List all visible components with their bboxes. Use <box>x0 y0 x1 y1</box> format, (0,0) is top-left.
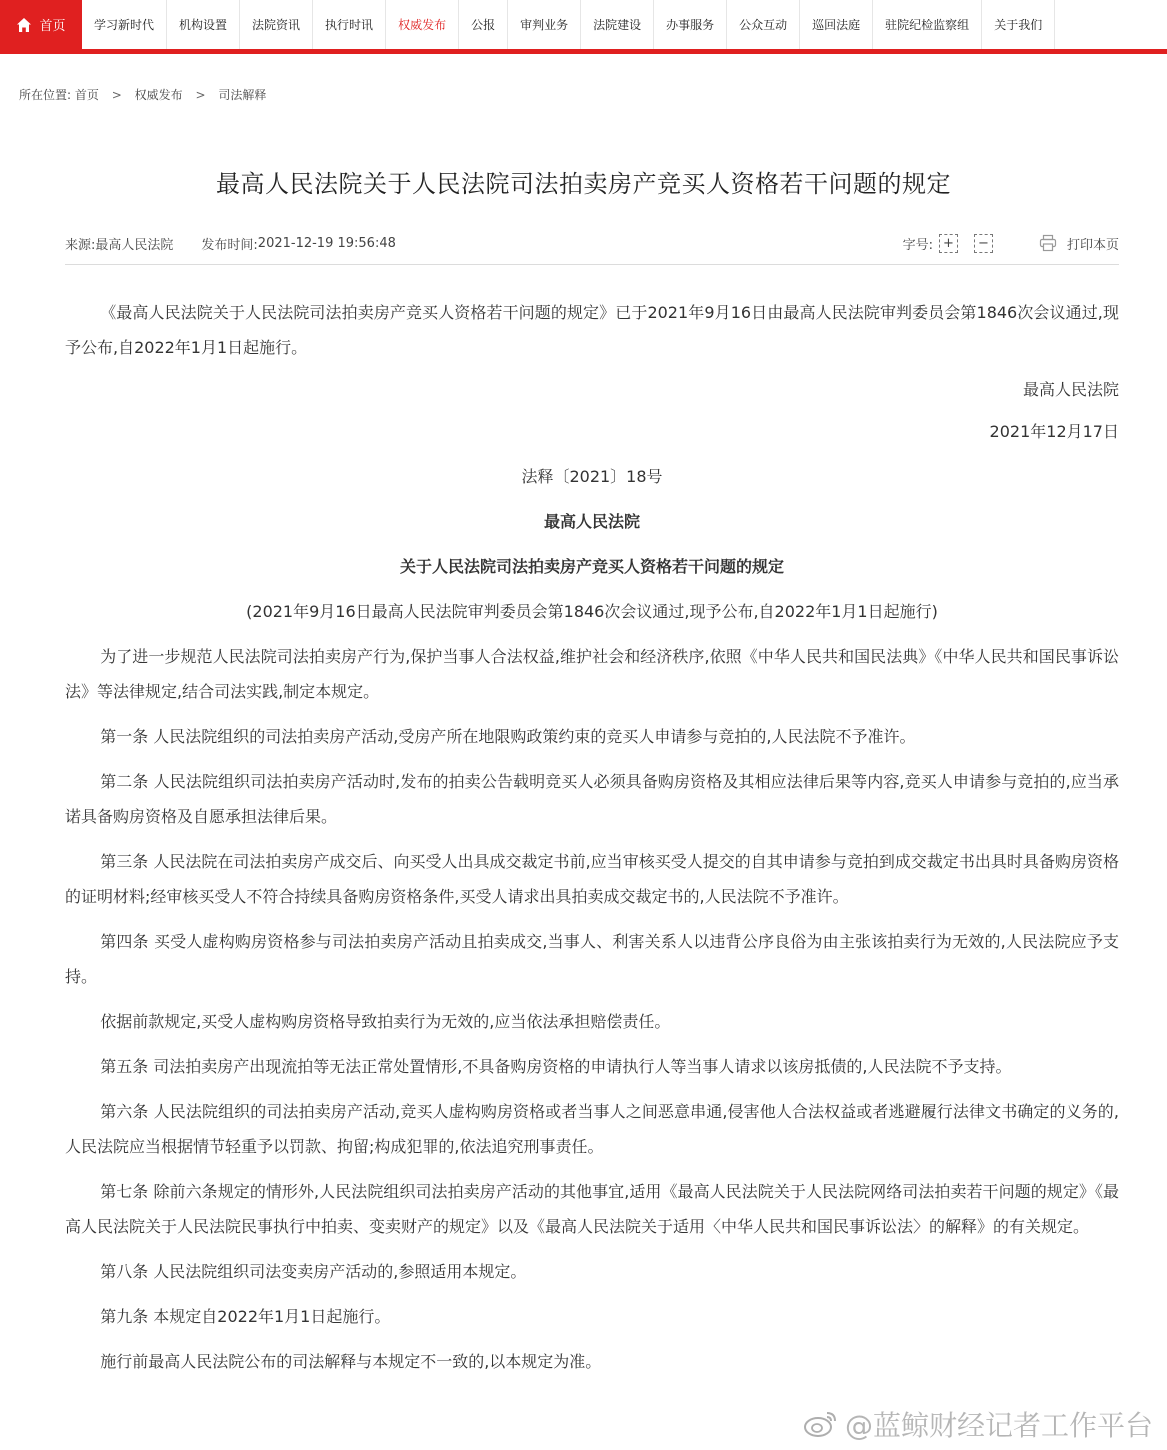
sign-date: 2021年12月17日 <box>989 422 1119 441</box>
nav-item[interactable]: 公众互动 <box>727 0 800 49</box>
issuing-court: 最高人民法院 <box>543 512 640 531</box>
source-label: 来源: <box>65 237 96 253</box>
nav-item[interactable]: 法院资讯 <box>240 0 313 49</box>
article-tools <box>903 234 1119 253</box>
regulation-title: 关于人民法院司法拍卖房产竞买人资格若干问题的规定 <box>399 557 784 576</box>
divider <box>65 264 1119 265</box>
nav-menu <box>0 0 1167 49</box>
top-nav <box>0 0 1167 52</box>
article-meta <box>65 232 1119 254</box>
watermark <box>803 1404 1153 1444</box>
intro-paragraph: 《最高人民法院关于人民法院司法拍卖房产竞买人资格若干问题的规定》已于2021年9月16日由最高人民法院审判委员会第1846次会议通过,现予公布,自2022年1月1日起施行。 <box>65 303 1119 357</box>
print-button[interactable] <box>1039 234 1119 253</box>
page-title: 最高人民法院关于人民法院司法拍卖房产竞买人资格若干问题的规定 <box>216 170 951 198</box>
font-decrease-button[interactable]: − <box>974 234 993 253</box>
article-paragraph: 第八条 人民法院组织司法变卖房产活动的,参照适用本规定。 <box>100 1262 527 1281</box>
article-paragraph: 第一条 人民法院组织的司法拍卖房产活动,受房产所在地限购政策约束的竞买人申请参与竞拍的,人民法院不予准许。 <box>100 727 916 746</box>
article-paragraph: 依据前款规定,买受人虚构购房资格导致拍卖行为无效的,应当依法承担赔偿责任。 <box>100 1012 671 1031</box>
nav-accent-bar <box>0 49 1167 54</box>
article-paragraphs <box>65 639 1119 1379</box>
adoption-note: (2021年9月16日最高人民法院审判委员会第1846次会议通过,现予公布,自2022年1月1日起施行) <box>246 602 938 621</box>
breadcrumb-prefix: 所在位置: <box>19 88 72 102</box>
breadcrumb <box>19 86 266 103</box>
nav-item[interactable]: 机构设置 <box>167 0 240 49</box>
nav-item[interactable]: 公报 <box>459 0 508 49</box>
font-increase-button[interactable]: + <box>939 234 958 253</box>
pubtime-value: 2021-12-19 19:56:48 <box>257 235 396 251</box>
breadcrumb-home[interactable]: 首页 <box>74 88 99 102</box>
signer: 最高人民法院 <box>1022 380 1119 399</box>
printer-icon <box>1039 234 1057 252</box>
article-paragraph: 第四条 买受人虚构购房资格参与司法拍卖房产活动且拍卖成交,当事人、利害关系人以违背公序良俗为由主张该拍卖行为无效的,人民法院应予支持。 <box>65 932 1119 986</box>
article-paragraph: 第二条 人民法院组织司法拍卖房产活动时,发布的拍卖公告载明竞买人必须具备购房资格及其相应法律后果等内容,竞买人申请参与竞拍的,应当承诺具备购房资格及自愿承担法律后果。 <box>65 772 1119 826</box>
article-paragraph: 第三条 人民法院在司法拍卖房产成交后、向买受人出具成交裁定书前,应当审核买受人提交的自其申请参与竞拍到成交裁定书出具时具备购房资格的证明材料;经审核买受人不符合持续具备购房资格条件,买受人请求出具拍卖成交裁定书的,人民法院不予准许。 <box>65 852 1119 906</box>
nav-item[interactable]: 执行时讯 <box>313 0 386 49</box>
breadcrumb-judicial-interpretation[interactable]: 司法解释 <box>218 88 267 102</box>
home-icon <box>16 17 32 33</box>
article-paragraph: 第七条 除前六条规定的情形外,人民法院组织司法拍卖房产活动的其他事宜,适用《最高人民法院关于人民法院网络司法拍卖若干问题的规定》《最高人民法院关于人民法院民事执行中拍卖、变卖财产的规定》以及《最高人民法院关于适用〈中华人民共和国民事诉讼法〉的解释》的有关规定。 <box>65 1182 1119 1236</box>
article-body <box>65 295 1119 1389</box>
article-paragraph: 施行前最高人民法院公布的司法解释与本规定不一致的,以本规定为准。 <box>100 1352 602 1371</box>
pubtime-label: 发布时间: <box>201 237 258 253</box>
article-paragraph: 第五条 司法拍卖房产出现流拍等无法正常处置情形,不具备购房资格的申请执行人等当事人请求以该房抵债的,人民法院不予支持。 <box>100 1057 1012 1076</box>
nav-item[interactable]: 法院建设 <box>581 0 654 49</box>
source-value: 最高人民法院 <box>95 237 174 253</box>
nav-item[interactable]: 驻院纪检监察组 <box>873 0 982 49</box>
article-paragraph: 为了进一步规范人民法院司法拍卖房产行为,保护当事人合法权益,维护社会和经济秩序,依照《中华人民共和国民法典》《中华人民共和国民事诉讼法》等法律规定,结合司法实践,制定本规定。 <box>65 647 1119 701</box>
breadcrumb-separator: > <box>195 88 206 102</box>
nav-item[interactable]: 权威发布 <box>386 0 459 49</box>
fontsize-label: 字号: <box>902 237 933 253</box>
weibo-icon <box>803 1409 839 1439</box>
nav-item[interactable]: 巡回法庭 <box>800 0 873 49</box>
nav-item[interactable]: 办事服务 <box>654 0 727 49</box>
article-paragraph: 第九条 本规定自2022年1月1日起施行。 <box>100 1307 391 1326</box>
watermark-text: @蓝鲸财经记者工作平台 <box>844 1409 1153 1442</box>
nav-home-label: 首页 <box>39 19 66 34</box>
nav-item[interactable]: 关于我们 <box>982 0 1055 49</box>
nav-home[interactable] <box>0 0 82 49</box>
article-paragraph: 第六条 人民法院组织的司法拍卖房产活动,竞买人虚构购房资格或者当事人之间恶意串通,侵害他人合法权益或者逃避履行法律文书确定的义务的,人民法院应当根据情节轻重予以罚款、拘留;构成犯罪的,依法追究刑事责任。 <box>65 1102 1119 1156</box>
document-number: 法释〔2021〕18号 <box>521 467 663 486</box>
breadcrumb-authority[interactable]: 权威发布 <box>134 88 183 102</box>
nav-item[interactable]: 审判业务 <box>508 0 581 49</box>
print-label: 打印本页 <box>1066 237 1119 253</box>
breadcrumb-separator: > <box>111 88 122 102</box>
nav-item[interactable]: 学习新时代 <box>82 0 167 49</box>
